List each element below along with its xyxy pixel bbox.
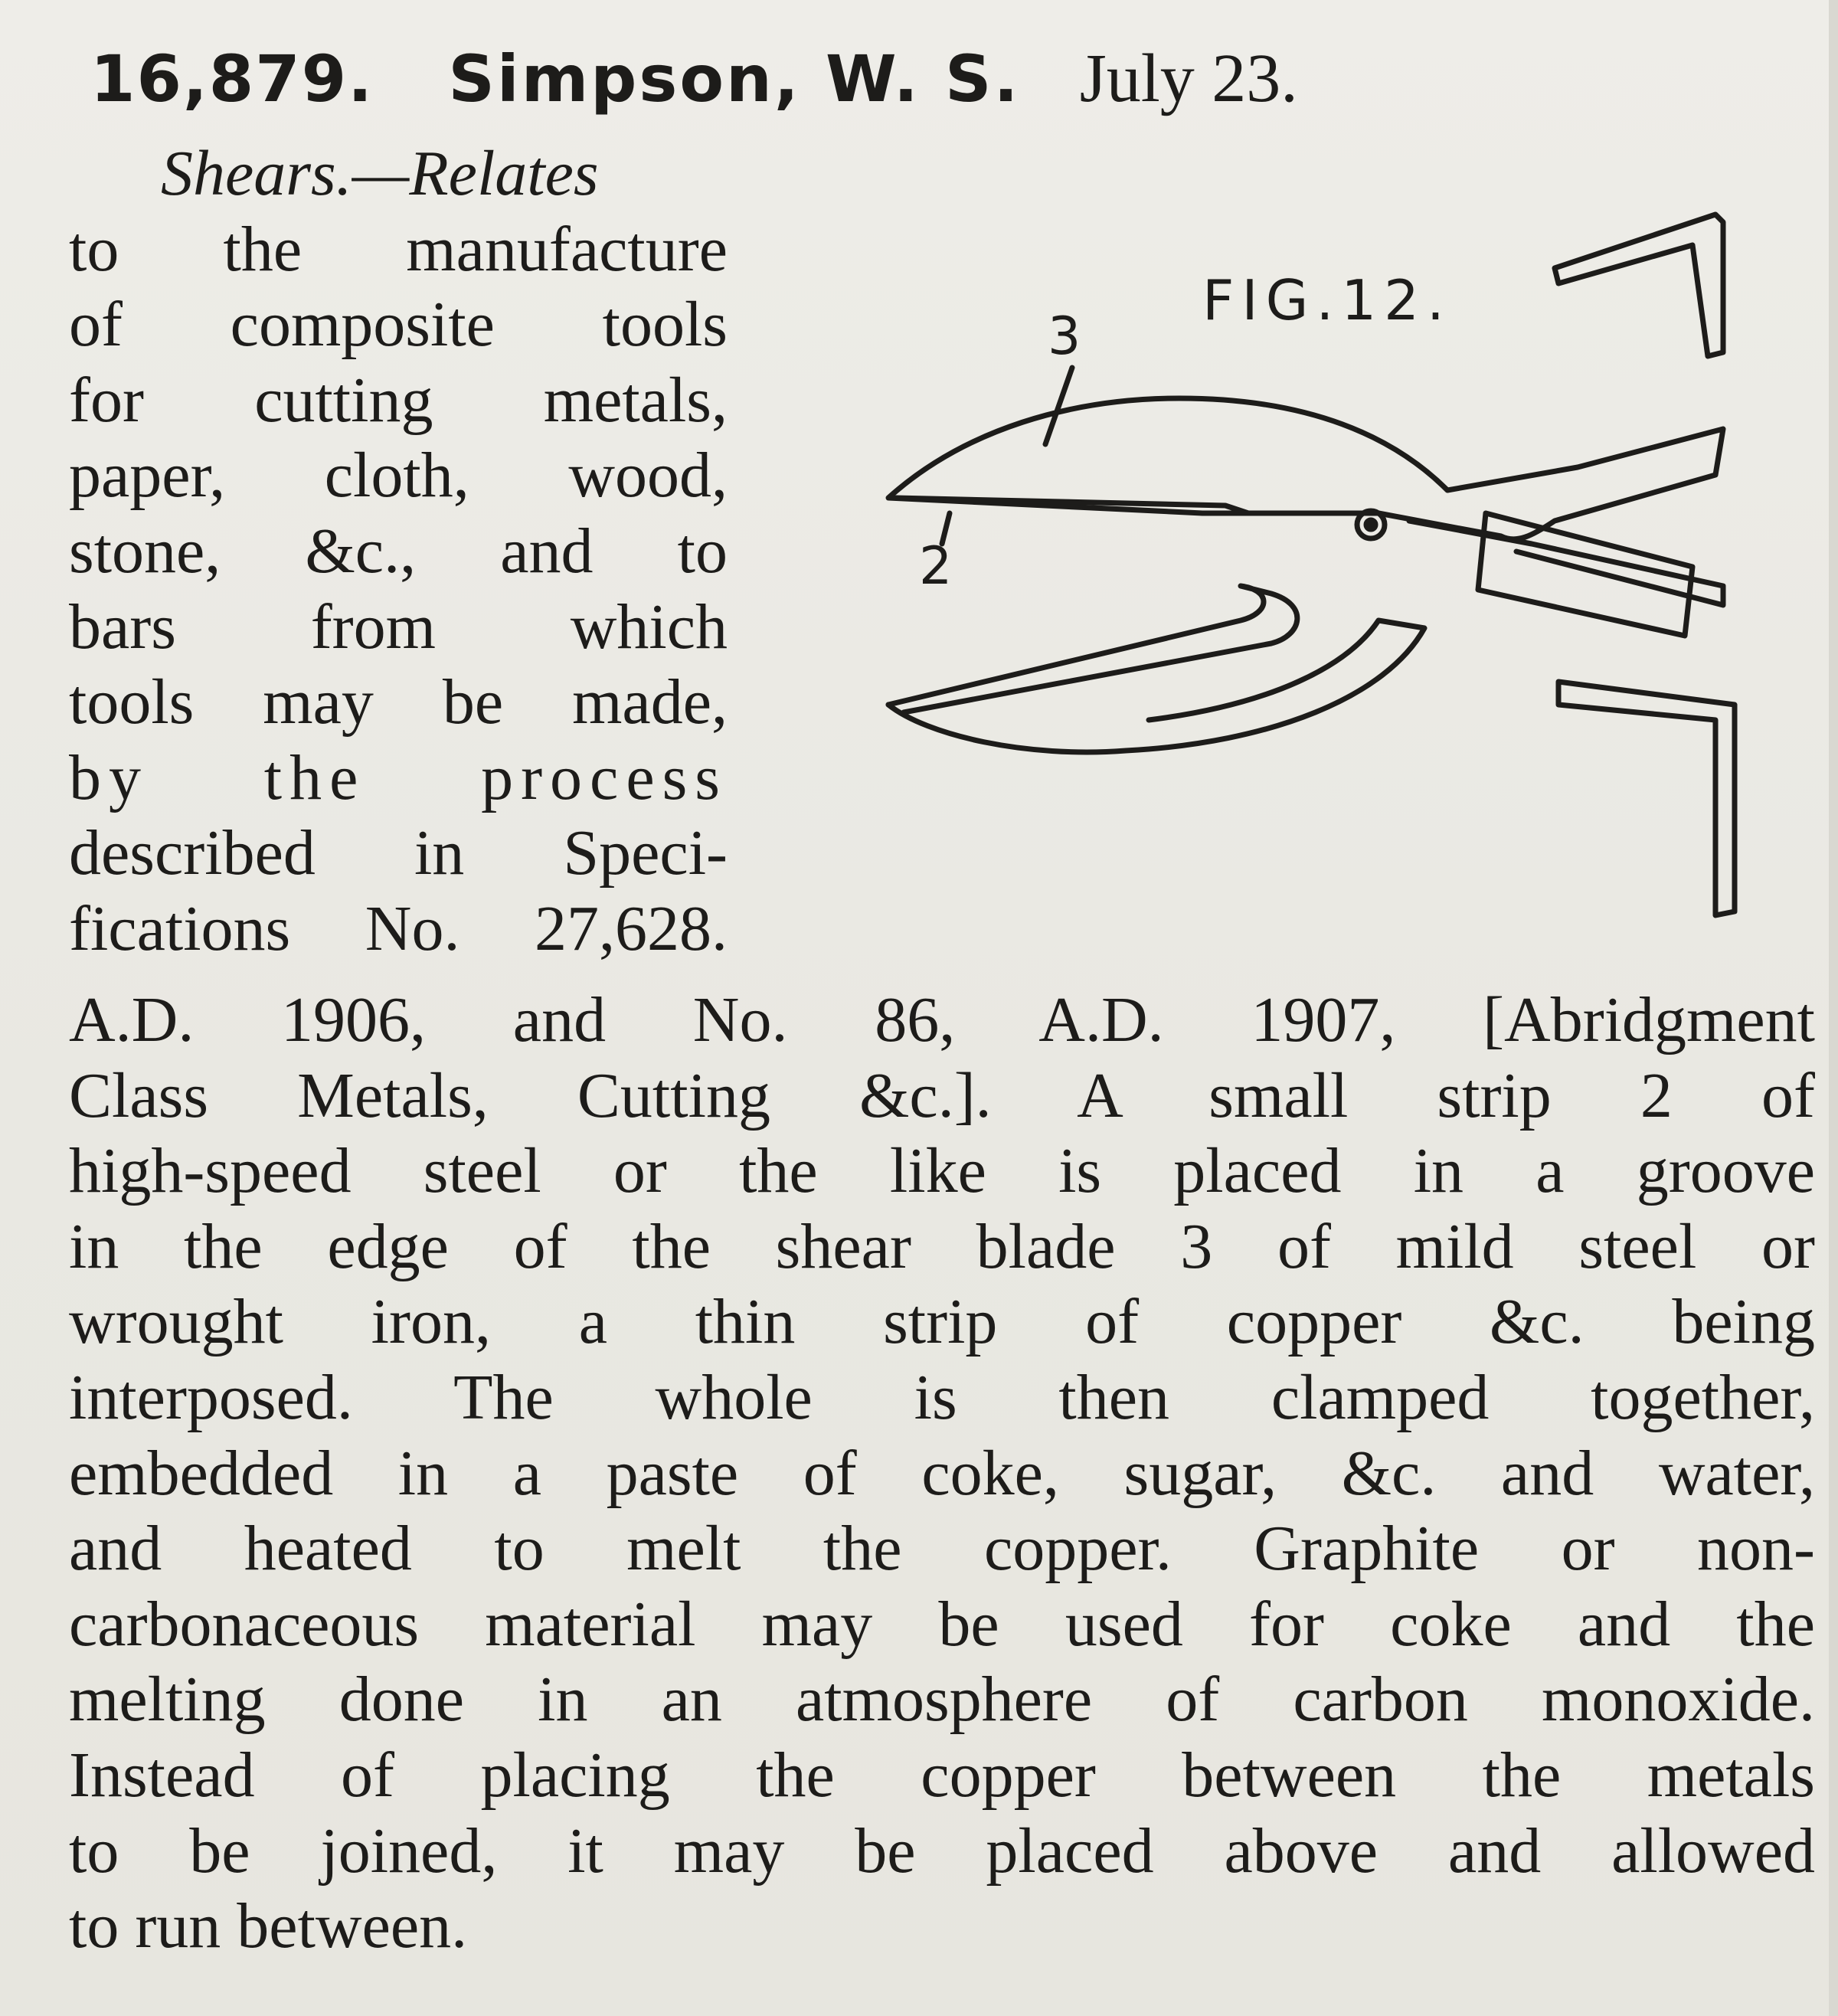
- full-width-text: [69, 983, 1815, 1965]
- text-line: to run between.: [69, 1890, 468, 1962]
- section-view-lower: [1558, 682, 1735, 915]
- label-strip-2: 2: [919, 536, 953, 597]
- text-line: interposed. The whole is then clamped together,: [69, 1361, 1815, 1433]
- text-line: tools may be made,: [69, 666, 728, 738]
- text-line: described in Speci-: [69, 817, 728, 889]
- text-line: and heated to melt the copper. Graphite or non-: [69, 1513, 1815, 1585]
- narrow-text-column: [69, 136, 728, 967]
- leader-line-3: [1045, 368, 1072, 444]
- text-line: melting done in an atmosphere of carbon monoxide.: [69, 1664, 1815, 1736]
- text-line: for cutting metals,: [69, 364, 728, 436]
- text-line: carbonaceous material may be used for coke and the: [69, 1588, 1815, 1660]
- entry-date: July 23.: [1079, 41, 1298, 116]
- upper-blade-outline: [888, 398, 1723, 539]
- text-line: fications No. 27,628.: [69, 892, 728, 964]
- entry-heading: [90, 37, 1775, 121]
- specification-number: 16,879.: [90, 41, 374, 116]
- text-line: of composite tools: [69, 289, 728, 361]
- page-edge-shadow: [1829, 0, 1838, 2016]
- text-line: Class Metals, Cutting &c.]. A small strip 2 of: [69, 1059, 1815, 1131]
- text-line: to the manufacture: [69, 213, 728, 285]
- text-line: to be joined, it may be placed above and allowed: [69, 1815, 1815, 1887]
- figure-12-drawing: [842, 176, 1777, 942]
- text-line: in the edge of the shear blade 3 of mild steel or: [69, 1210, 1815, 1282]
- subject-italic: Shears.—Relates: [161, 138, 599, 209]
- section-view-upper: [1555, 214, 1723, 356]
- text-line: [69, 136, 728, 212]
- text-line: embedded in a paste of coke, sugar, &c. and water,: [69, 1437, 1815, 1509]
- label-blade-3: 3: [1048, 306, 1081, 367]
- text-line: Instead of placing the copper between the metals: [69, 1739, 1815, 1811]
- text-line: by the process: [69, 741, 728, 813]
- applicant-name: Simpson, W. S.: [448, 41, 1021, 116]
- lower-blade-edge: [888, 586, 1297, 712]
- text-line: high-speed steel or the like is placed in a groove: [69, 1135, 1815, 1207]
- pivot-rivet-inner: [1366, 520, 1375, 529]
- figure-title: FIG.12.: [1202, 268, 1452, 332]
- text-line: A.D. 1906, and No. 86, A.D. 1907, [Abridgment: [69, 984, 1815, 1055]
- text-line: paper, cloth, wood,: [69, 440, 728, 512]
- text-line: stone, &c., and to: [69, 515, 728, 587]
- text-line: wrought iron, a thin strip of copper &c. being: [69, 1286, 1815, 1358]
- text-line: bars from which: [69, 591, 728, 663]
